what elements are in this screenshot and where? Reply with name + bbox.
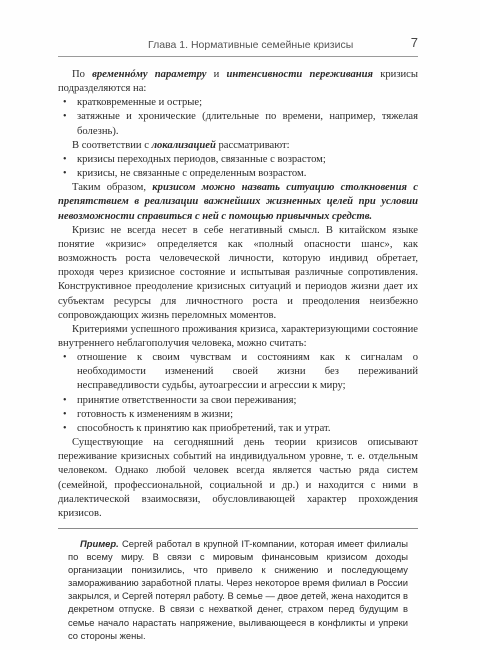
bullet-icon: • (63, 153, 67, 165)
bullet-icon: • (63, 394, 67, 406)
list-item-text: кратковременные и острые; (77, 97, 203, 109)
example-label: Пример. (80, 538, 119, 549)
example-text: Сергей работал в крупной IT-компании, которая имеет филиалы по всему миру. В связи с мировым финансовым кризисом доходы организации понизились, что привело к снижению и последующему замораживанию заработной платы. Через некоторое время филиал в России закрылся, и Сергей потерял работу. В семье — двое детей, жена находится в декретном отпуске. В связи с нехваткой денег, страхом перед будущим в семье начало нарастать напряжение, выливающееся в конфликты и упреки со стороны жены. (68, 538, 408, 641)
list-item-text: принятие ответственности за свои переживания; (77, 394, 297, 406)
page-body (58, 68, 418, 642)
list-item (58, 408, 418, 422)
text-run: По (72, 69, 93, 80)
emphasis-term: локализацией (151, 139, 216, 151)
list-item (58, 394, 418, 408)
text-run: кризисы подразделяются на: (58, 69, 418, 95)
list-item-text: кризисы переходных периодов, связанные с возрастом; (77, 153, 326, 165)
text-run: Таким образом, (72, 182, 153, 194)
list-item (58, 351, 418, 393)
text-run: рассматривают: (215, 139, 290, 151)
emphasis-term: временнóму параметру (92, 69, 207, 80)
bullet-icon: • (63, 168, 67, 180)
list-item (58, 422, 418, 436)
example-paragraph (68, 537, 408, 642)
list-item (58, 96, 418, 110)
bullet-icon: • (63, 408, 67, 420)
bullet-list-criteria (58, 351, 418, 436)
definition-text: кризисом можно назвать ситуацию столкновения с препятствием в реализации важнейших жизненных целей при условии невозможности справиться с ней с помощью привычных средств. (58, 182, 418, 222)
bullet-icon: • (63, 111, 67, 123)
paragraph-crisis-definition (58, 181, 418, 223)
paragraph-criteria: Критериями успешного проживания кризиса, характеризующими состояние внутреннего неблагополучия человека, можно считать: (58, 323, 418, 349)
bullet-list-duration (58, 96, 418, 138)
list-item-text: кризисы, не связанные с определенным возрастом. (77, 168, 307, 180)
chapter-title: Глава 1. Нормативные семейные кризисы (148, 39, 354, 51)
bullet-icon: • (63, 97, 67, 109)
list-item (58, 110, 418, 138)
list-item-text: готовность к изменениям в жизни; (77, 408, 234, 420)
list-item-text: способность к принятию как приобретений, так и утрат. (77, 422, 331, 434)
list-item (58, 167, 418, 181)
running-header (58, 35, 418, 57)
text-run: и (206, 69, 227, 80)
text-run: В соответствии с (72, 139, 152, 151)
bullet-icon: • (63, 422, 67, 434)
bullet-list-localization (58, 153, 418, 181)
paragraph-time-intensity (58, 68, 418, 96)
example-box (58, 528, 418, 642)
paragraph-crisis-meaning: Кризис не всегда несет в себе негативный смысл. В китайском языке понятие «кризис» определяется как «полный опасности шанс», как возможность роста человеческой личности, которую индивид обретает, проходя через кризисное состояние и испытывая различные сопротивления. Конструктивное преодоление кризисных ситуаций и периодов жизни дает их субъектам ресурсы для личностного роста и преодоления неизбежно сопровождающих жизнь переломных моментов. (58, 224, 418, 321)
bullet-icon: • (63, 352, 67, 364)
list-item-text: отношение к своим чувствам и состояниям как к сигналам о необходимости изменений своей жизни без переживаний несправедливости судьбы, аутоагрессии и агрессии к миру; (77, 352, 418, 392)
list-item-text: затяжные и хронические (длительные по времени, например, тяжелая болезнь). (77, 111, 418, 137)
page-number: 7 (410, 35, 418, 50)
paragraph-localization (58, 139, 418, 153)
list-item (58, 153, 418, 167)
emphasis-term: интенсивности переживания (226, 69, 374, 80)
paragraph-theories: Существующие на сегодняшний день теории кризисов описывают переживание кризисных событий на индивидуальном уровне, т. е. отдельным человеком. Однако любой человек всегда является частью ряда систем (семейной, профессиональной, социальной и др.) и находится с ними в диалектической взаимосвязи, обусловливающей характер прохождения кризисов. (58, 437, 418, 519)
